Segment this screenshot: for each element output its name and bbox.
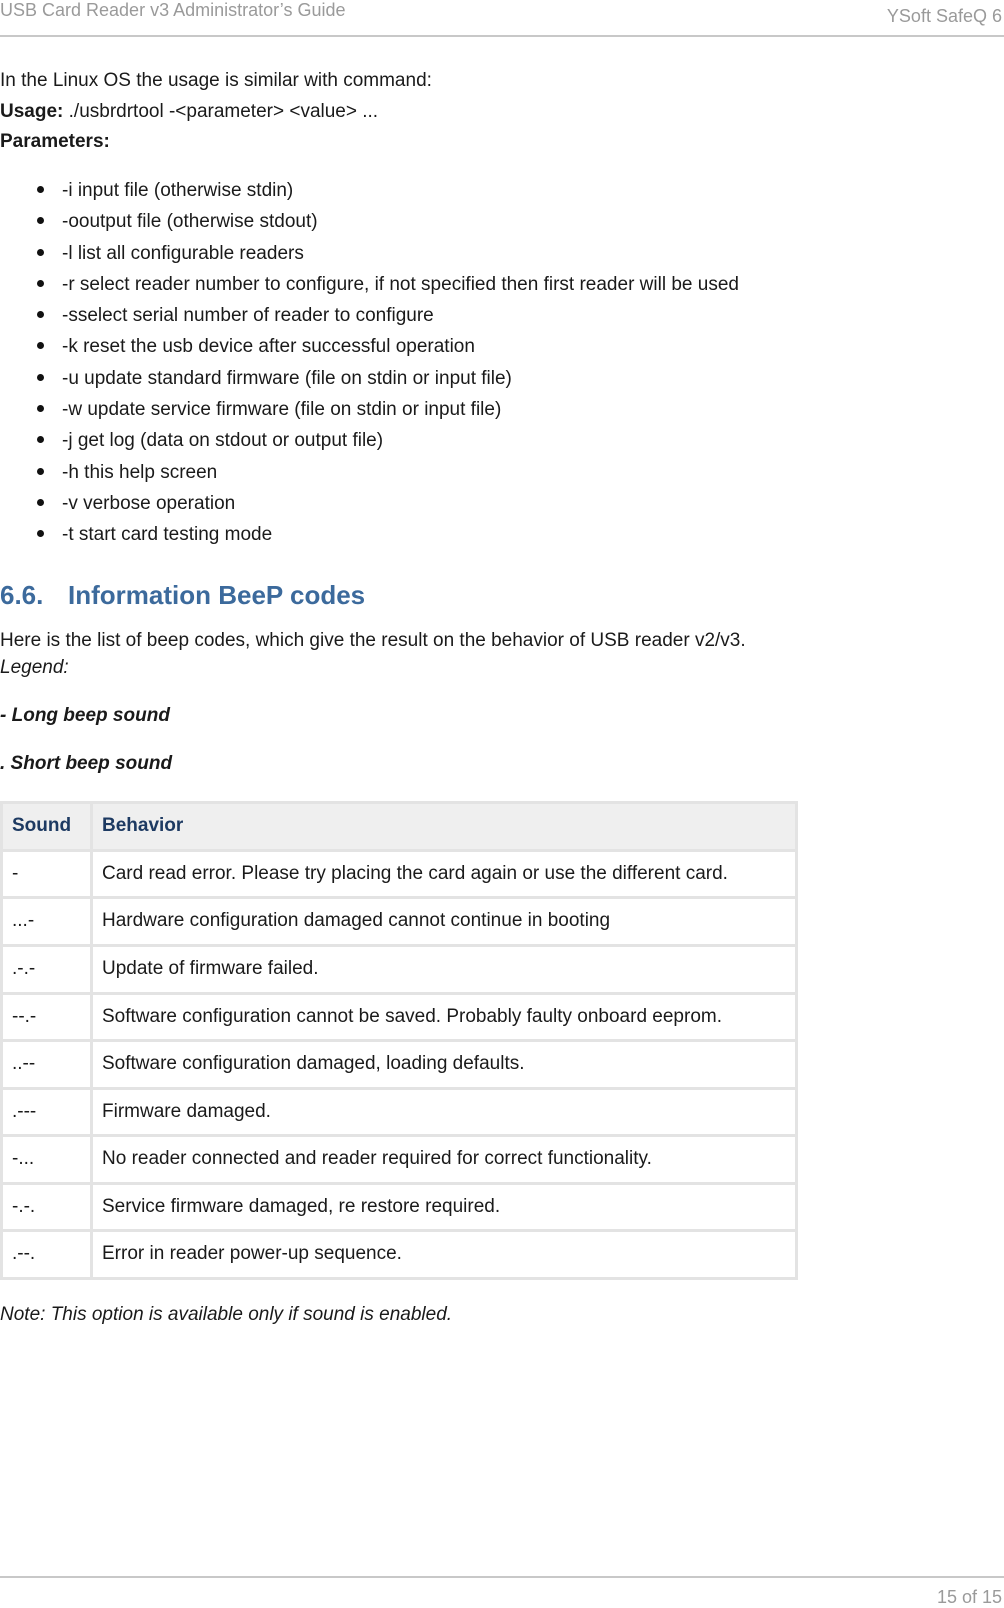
behavior-cell: Software configuration cannot be saved. Probably faulty onboard eeprom. bbox=[92, 993, 797, 1041]
list-item-text: -ooutput file (otherwise stdout) bbox=[62, 211, 318, 233]
behavior-cell: Update of firmware failed. bbox=[92, 945, 797, 993]
column-header-sound: Sound bbox=[2, 803, 92, 851]
behavior-cell: Firmware damaged. bbox=[92, 1088, 797, 1136]
sound-cell: .-.- bbox=[2, 945, 92, 993]
list-item bbox=[0, 206, 1000, 237]
beep-codes-intro: Here is the list of beep codes, which give the result on the behavior of USB reader v2/v3. bbox=[0, 629, 746, 651]
list-item-text: -w update service firmware (file on stdin or input file) bbox=[62, 399, 502, 420]
page-footer bbox=[0, 1576, 1004, 1607]
parameters-label: Parameters: bbox=[0, 131, 110, 153]
sound-cell: - bbox=[2, 850, 92, 898]
list-item-text: -h this help screen bbox=[62, 461, 218, 483]
page-header bbox=[0, 0, 1004, 37]
table-header-row bbox=[2, 803, 797, 851]
bullet-icon bbox=[37, 374, 44, 381]
bullet-icon bbox=[37, 468, 44, 475]
linux-usage-intro: In the Linux OS the usage is similar with command: bbox=[0, 70, 432, 91]
table-row bbox=[2, 945, 797, 993]
list-item bbox=[0, 457, 1000, 488]
bullet-icon bbox=[37, 217, 44, 224]
bullet-icon bbox=[37, 186, 44, 193]
bullet-icon bbox=[37, 499, 44, 506]
sound-cell: -.-. bbox=[2, 1183, 92, 1231]
sound-cell: .--- bbox=[2, 1088, 92, 1136]
legend-short-beep: . Short beep sound bbox=[0, 752, 173, 774]
bullet-icon bbox=[37, 280, 44, 287]
usage-command: ./usbrdrtool -<parameter> <value> ... bbox=[63, 100, 379, 122]
legend-label: Legend: bbox=[0, 657, 69, 679]
list-item bbox=[0, 394, 1000, 425]
table-row bbox=[2, 1041, 797, 1089]
legend-long-beep: - Long beep sound bbox=[0, 704, 170, 726]
list-item-text: -r select reader number to configure, if not specified then first reader will be used bbox=[62, 273, 739, 295]
sound-cell: ...- bbox=[2, 898, 92, 946]
table-row bbox=[2, 1088, 797, 1136]
behavior-cell: Service firmware damaged, re restore required. bbox=[92, 1183, 797, 1231]
usage-line bbox=[0, 99, 1000, 125]
usage-label: Usage: bbox=[0, 100, 64, 122]
section-heading bbox=[0, 578, 1000, 613]
list-item-text: -t start card testing mode bbox=[62, 524, 273, 546]
bullet-icon bbox=[37, 311, 44, 318]
parameters-list bbox=[0, 175, 1000, 551]
list-item-text: -u update standard firmware (file on stdin or input file) bbox=[62, 367, 512, 389]
list-item bbox=[0, 238, 1000, 269]
list-item-text: -k reset the usb device after successful operation bbox=[62, 336, 475, 358]
sound-cell: --.- bbox=[2, 993, 92, 1041]
sound-note: Note: This option is available only if sound is enabled. bbox=[0, 1304, 453, 1326]
list-item bbox=[0, 425, 1000, 456]
table-row bbox=[2, 1136, 797, 1184]
list-item-text: -l list all configurable readers bbox=[62, 242, 304, 264]
bullet-icon bbox=[37, 436, 44, 443]
list-item bbox=[0, 331, 1000, 362]
header-product-name: YSoft SafeQ 6 bbox=[886, 6, 1002, 26]
beep-codes-table bbox=[0, 801, 798, 1280]
behavior-cell: Software configuration damaged, loading defaults. bbox=[92, 1041, 797, 1089]
bullet-icon bbox=[37, 249, 44, 256]
table-row bbox=[2, 1183, 797, 1231]
section-number: 6.6. bbox=[0, 580, 44, 611]
list-item bbox=[0, 488, 1000, 519]
bullet-icon bbox=[37, 342, 44, 349]
list-item bbox=[0, 300, 1000, 331]
list-item-text: -j get log (data on stdout or output file) bbox=[62, 430, 384, 452]
behavior-cell: Card read error. Please try placing the card again or use the different card. bbox=[92, 850, 797, 898]
column-header-behavior: Behavior bbox=[92, 803, 797, 851]
behavior-cell: Error in reader power-up sequence. bbox=[92, 1231, 797, 1279]
list-item-text: -i input file (otherwise stdin) bbox=[62, 179, 294, 201]
page-number: 15 of 15 bbox=[936, 1587, 1002, 1607]
behavior-cell: Hardware configuration damaged cannot continue in booting bbox=[92, 898, 797, 946]
sound-cell: .--. bbox=[2, 1231, 92, 1279]
table-row bbox=[2, 1231, 797, 1279]
header-document-title: USB Card Reader v3 Administrator’s Guide bbox=[0, 0, 346, 20]
table-row bbox=[2, 993, 797, 1041]
list-item bbox=[0, 269, 1000, 300]
list-item bbox=[0, 363, 1000, 394]
table-row bbox=[2, 850, 797, 898]
sound-cell: -... bbox=[2, 1136, 92, 1184]
list-item bbox=[0, 519, 1000, 550]
sound-cell: ..-- bbox=[2, 1041, 92, 1089]
table-row bbox=[2, 898, 797, 946]
list-item-text: -sselect serial number of reader to configure bbox=[62, 305, 434, 327]
list-item bbox=[0, 175, 1000, 206]
list-item-text: -v verbose operation bbox=[62, 492, 236, 514]
bullet-icon bbox=[37, 405, 44, 412]
bullet-icon bbox=[37, 530, 44, 537]
behavior-cell: No reader connected and reader required for correct functionality. bbox=[92, 1136, 797, 1184]
page-content bbox=[0, 68, 1000, 1328]
section-title-text: Information BeeP codes bbox=[68, 580, 366, 611]
